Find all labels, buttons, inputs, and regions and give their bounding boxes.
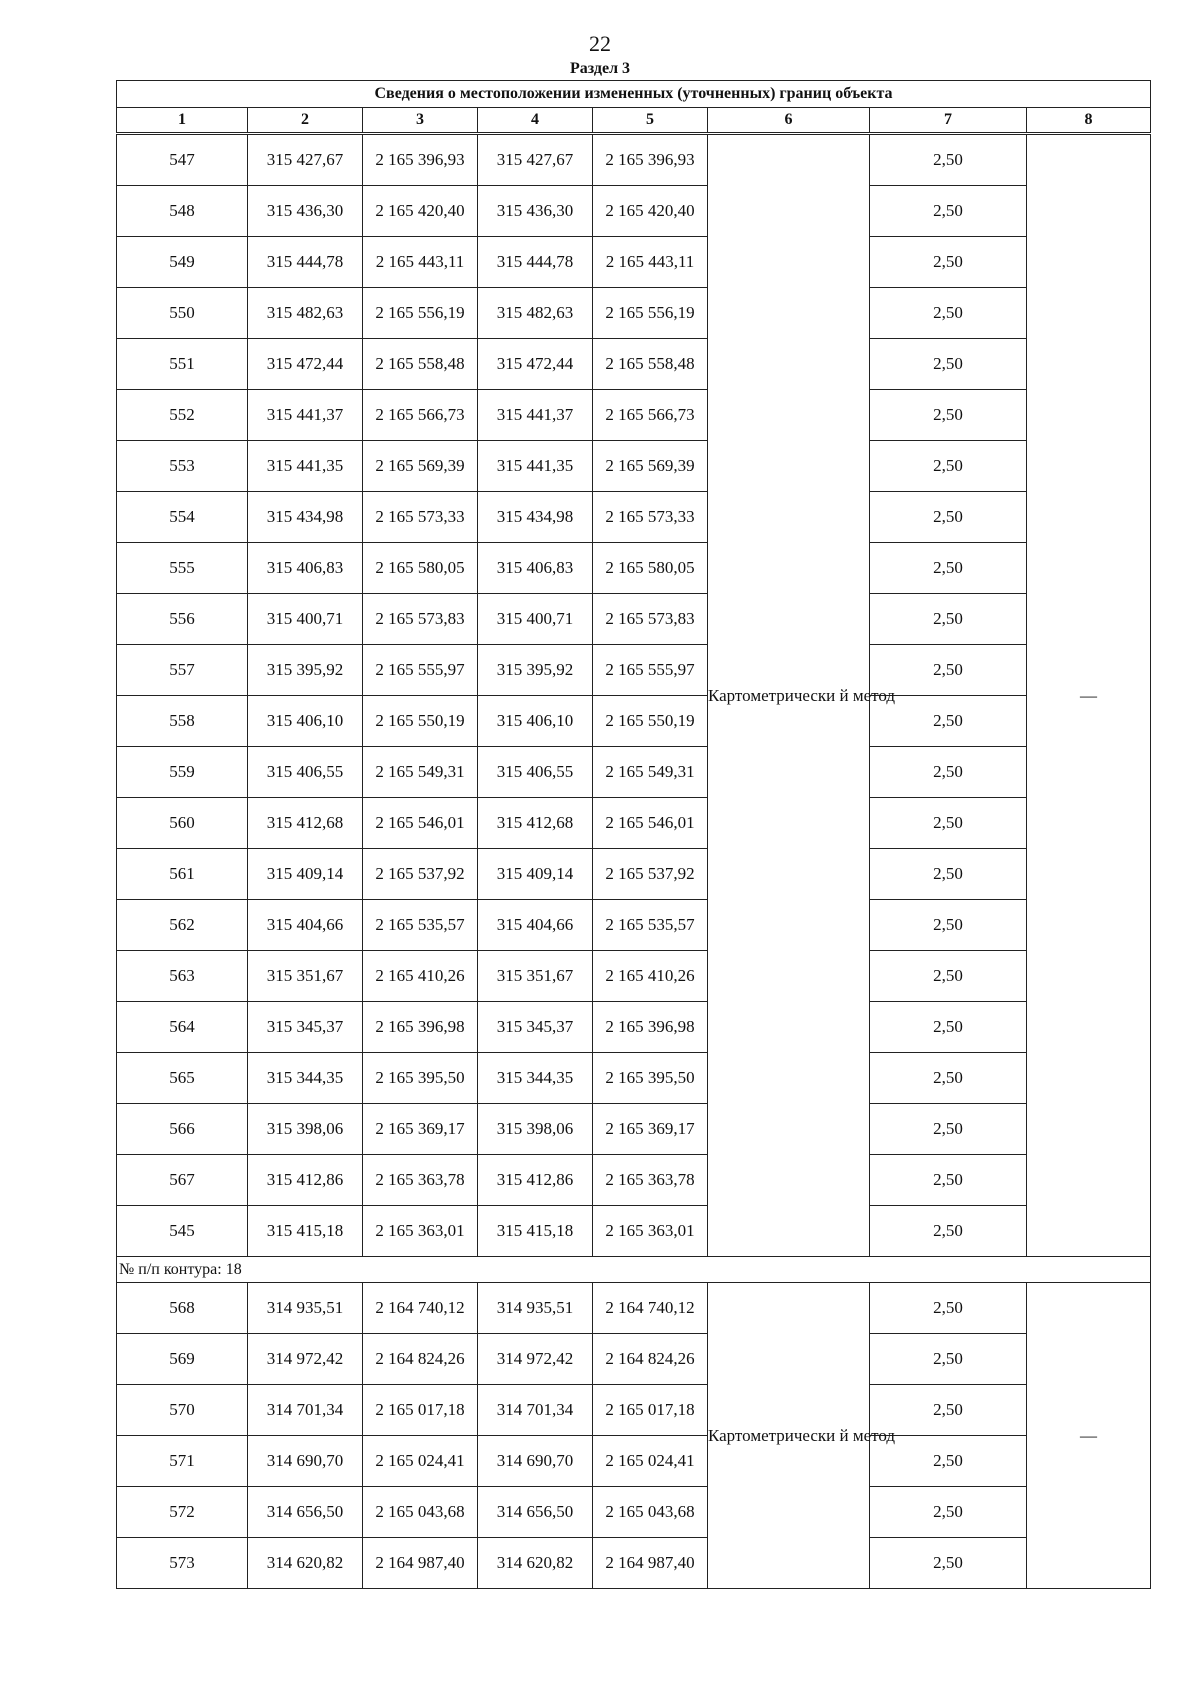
table-row xyxy=(117,1385,1151,1436)
table-row xyxy=(117,134,1151,186)
accuracy-value: 2,50 xyxy=(870,492,1027,543)
table-row xyxy=(117,1334,1151,1385)
accuracy-value: 2,50 xyxy=(870,543,1027,594)
accuracy-value: 2,50 xyxy=(870,237,1027,288)
y-coordinate-refined: 2 165 396,98 xyxy=(593,1002,708,1053)
table-row xyxy=(117,441,1151,492)
y-coordinate-existing: 2 165 555,97 xyxy=(363,645,478,696)
x-coordinate-refined: 314 656,50 xyxy=(478,1487,593,1538)
y-coordinate-refined: 2 165 573,83 xyxy=(593,594,708,645)
y-coordinate-refined: 2 165 549,31 xyxy=(593,747,708,798)
y-coordinate-existing: 2 165 024,41 xyxy=(363,1436,478,1487)
table-row xyxy=(117,1104,1151,1155)
accuracy-value: 2,50 xyxy=(870,1206,1027,1257)
x-coordinate-existing: 315 412,68 xyxy=(248,798,363,849)
page-number: 22 xyxy=(589,31,611,56)
point-number: 561 xyxy=(117,849,248,900)
point-number: 573 xyxy=(117,1538,248,1589)
x-coordinate-refined: 315 472,44 xyxy=(478,339,593,390)
table-row xyxy=(117,339,1151,390)
method-cell: Картометрически й метод xyxy=(708,1283,870,1589)
y-coordinate-refined: 2 165 369,17 xyxy=(593,1104,708,1155)
y-coordinate-existing: 2 165 573,33 xyxy=(363,492,478,543)
x-coordinate-refined: 315 406,10 xyxy=(478,696,593,747)
y-coordinate-refined: 2 165 363,78 xyxy=(593,1155,708,1206)
y-coordinate-existing: 2 165 558,48 xyxy=(363,339,478,390)
y-coordinate-refined: 2 165 556,19 xyxy=(593,288,708,339)
point-number: 566 xyxy=(117,1104,248,1155)
y-coordinate-existing: 2 164 824,26 xyxy=(363,1334,478,1385)
table-row xyxy=(117,696,1151,747)
point-number: 550 xyxy=(117,288,248,339)
table-row xyxy=(117,645,1151,696)
method-cell: Картометрически й метод xyxy=(708,134,870,1257)
y-coordinate-existing: 2 165 363,01 xyxy=(363,1206,478,1257)
accuracy-value: 2,50 xyxy=(870,696,1027,747)
x-coordinate-refined: 315 406,83 xyxy=(478,543,593,594)
accuracy-value: 2,50 xyxy=(870,951,1027,1002)
y-coordinate-refined: 2 165 396,93 xyxy=(593,134,708,186)
y-coordinate-existing: 2 165 396,93 xyxy=(363,134,478,186)
y-coordinate-existing: 2 165 569,39 xyxy=(363,441,478,492)
point-number: 563 xyxy=(117,951,248,1002)
column-number: 6 xyxy=(708,108,870,134)
point-number: 553 xyxy=(117,441,248,492)
x-coordinate-existing: 315 398,06 xyxy=(248,1104,363,1155)
table-title: Сведения о местоположении измененных (уточненных) границ объекта xyxy=(117,81,1151,108)
y-coordinate-existing: 2 165 556,19 xyxy=(363,288,478,339)
table-row xyxy=(117,849,1151,900)
point-number: 556 xyxy=(117,594,248,645)
accuracy-value: 2,50 xyxy=(870,1538,1027,1589)
table-row xyxy=(117,492,1151,543)
accuracy-value: 2,50 xyxy=(870,1283,1027,1334)
y-coordinate-refined: 2 164 740,12 xyxy=(593,1283,708,1334)
y-coordinate-refined: 2 165 580,05 xyxy=(593,543,708,594)
x-coordinate-refined: 315 412,86 xyxy=(478,1155,593,1206)
x-coordinate-existing: 315 406,10 xyxy=(248,696,363,747)
column-number: 2 xyxy=(248,108,363,134)
x-coordinate-existing: 315 409,14 xyxy=(248,849,363,900)
table-row xyxy=(117,288,1151,339)
y-coordinate-refined: 2 165 410,26 xyxy=(593,951,708,1002)
x-coordinate-existing: 315 400,71 xyxy=(248,594,363,645)
y-coordinate-refined: 2 165 550,19 xyxy=(593,696,708,747)
x-coordinate-refined: 315 404,66 xyxy=(478,900,593,951)
column-number: 3 xyxy=(363,108,478,134)
y-coordinate-existing: 2 164 740,12 xyxy=(363,1283,478,1334)
accuracy-value: 2,50 xyxy=(870,1155,1027,1206)
table-row xyxy=(117,798,1151,849)
y-coordinate-refined: 2 165 395,50 xyxy=(593,1053,708,1104)
accuracy-value: 2,50 xyxy=(870,900,1027,951)
y-coordinate-existing: 2 165 550,19 xyxy=(363,696,478,747)
point-number: 559 xyxy=(117,747,248,798)
accuracy-value: 2,50 xyxy=(870,1002,1027,1053)
table-row xyxy=(117,543,1151,594)
y-coordinate-refined: 2 164 824,26 xyxy=(593,1334,708,1385)
table-row xyxy=(117,1436,1151,1487)
x-coordinate-existing: 315 351,67 xyxy=(248,951,363,1002)
boundary-coordinates-table xyxy=(116,80,1151,1589)
accuracy-value: 2,50 xyxy=(870,1385,1027,1436)
table-row xyxy=(117,1487,1151,1538)
point-number: 557 xyxy=(117,645,248,696)
x-coordinate-existing: 315 441,37 xyxy=(248,390,363,441)
y-coordinate-refined: 2 165 420,40 xyxy=(593,186,708,237)
x-coordinate-existing: 314 656,50 xyxy=(248,1487,363,1538)
x-coordinate-refined: 315 436,30 xyxy=(478,186,593,237)
x-coordinate-refined: 315 345,37 xyxy=(478,1002,593,1053)
x-coordinate-refined: 315 398,06 xyxy=(478,1104,593,1155)
table-row xyxy=(117,594,1151,645)
point-number: 551 xyxy=(117,339,248,390)
point-number: 572 xyxy=(117,1487,248,1538)
point-number: 568 xyxy=(117,1283,248,1334)
column-number: 1 xyxy=(117,108,248,134)
y-coordinate-existing: 2 165 410,26 xyxy=(363,951,478,1002)
y-coordinate-refined: 2 165 555,97 xyxy=(593,645,708,696)
y-coordinate-existing: 2 165 566,73 xyxy=(363,390,478,441)
accuracy-value: 2,50 xyxy=(870,1334,1027,1385)
x-coordinate-refined: 315 482,63 xyxy=(478,288,593,339)
x-coordinate-existing: 314 972,42 xyxy=(248,1334,363,1385)
y-coordinate-refined: 2 164 987,40 xyxy=(593,1538,708,1589)
x-coordinate-existing: 315 395,92 xyxy=(248,645,363,696)
point-number: 570 xyxy=(117,1385,248,1436)
x-coordinate-refined: 315 427,67 xyxy=(478,134,593,186)
x-coordinate-refined: 315 344,35 xyxy=(478,1053,593,1104)
table-row xyxy=(117,900,1151,951)
x-coordinate-refined: 314 701,34 xyxy=(478,1385,593,1436)
table-title-row xyxy=(117,81,1151,108)
y-coordinate-existing: 2 165 546,01 xyxy=(363,798,478,849)
point-number: 567 xyxy=(117,1155,248,1206)
x-coordinate-refined: 314 972,42 xyxy=(478,1334,593,1385)
y-coordinate-refined: 2 165 558,48 xyxy=(593,339,708,390)
y-coordinate-existing: 2 165 573,83 xyxy=(363,594,478,645)
column-number: 5 xyxy=(593,108,708,134)
point-number: 558 xyxy=(117,696,248,747)
y-coordinate-refined: 2 165 546,01 xyxy=(593,798,708,849)
accuracy-value: 2,50 xyxy=(870,390,1027,441)
y-coordinate-existing: 2 165 443,11 xyxy=(363,237,478,288)
x-coordinate-refined: 315 412,68 xyxy=(478,798,593,849)
y-coordinate-existing: 2 164 987,40 xyxy=(363,1538,478,1589)
accuracy-value: 2,50 xyxy=(870,1053,1027,1104)
y-coordinate-refined: 2 165 043,68 xyxy=(593,1487,708,1538)
section-label: Раздел 3 xyxy=(569,60,631,77)
table-row xyxy=(117,1155,1151,1206)
x-coordinate-existing: 315 444,78 xyxy=(248,237,363,288)
point-number: 569 xyxy=(117,1334,248,1385)
table-row xyxy=(117,747,1151,798)
note-cell: — xyxy=(1027,134,1151,1257)
x-coordinate-refined: 315 351,67 xyxy=(478,951,593,1002)
x-coordinate-existing: 315 482,63 xyxy=(248,288,363,339)
table-row xyxy=(117,237,1151,288)
y-coordinate-refined: 2 165 363,01 xyxy=(593,1206,708,1257)
x-coordinate-refined: 314 690,70 xyxy=(478,1436,593,1487)
y-coordinate-existing: 2 165 396,98 xyxy=(363,1002,478,1053)
note-cell: — xyxy=(1027,1283,1151,1589)
table-row xyxy=(117,1538,1151,1589)
x-coordinate-existing: 315 412,86 xyxy=(248,1155,363,1206)
x-coordinate-existing: 314 701,34 xyxy=(248,1385,363,1436)
y-coordinate-existing: 2 165 537,92 xyxy=(363,849,478,900)
x-coordinate-refined: 315 395,92 xyxy=(478,645,593,696)
x-coordinate-refined: 315 441,35 xyxy=(478,441,593,492)
x-coordinate-existing: 314 935,51 xyxy=(248,1283,363,1334)
accuracy-value: 2,50 xyxy=(870,134,1027,186)
accuracy-value: 2,50 xyxy=(870,288,1027,339)
y-coordinate-refined: 2 165 569,39 xyxy=(593,441,708,492)
point-number: 547 xyxy=(117,134,248,186)
column-number: 4 xyxy=(478,108,593,134)
x-coordinate-existing: 314 690,70 xyxy=(248,1436,363,1487)
table-row xyxy=(117,186,1151,237)
accuracy-value: 2,50 xyxy=(870,441,1027,492)
table-row xyxy=(117,951,1151,1002)
x-coordinate-existing: 315 406,55 xyxy=(248,747,363,798)
x-coordinate-refined: 315 444,78 xyxy=(478,237,593,288)
y-coordinate-existing: 2 165 549,31 xyxy=(363,747,478,798)
point-number: 555 xyxy=(117,543,248,594)
point-number: 562 xyxy=(117,900,248,951)
y-coordinate-existing: 2 165 580,05 xyxy=(363,543,478,594)
x-coordinate-existing: 315 344,35 xyxy=(248,1053,363,1104)
accuracy-value: 2,50 xyxy=(870,1487,1027,1538)
x-coordinate-existing: 315 436,30 xyxy=(248,186,363,237)
y-coordinate-refined: 2 165 535,57 xyxy=(593,900,708,951)
point-number: 571 xyxy=(117,1436,248,1487)
y-coordinate-existing: 2 165 017,18 xyxy=(363,1385,478,1436)
y-coordinate-refined: 2 165 566,73 xyxy=(593,390,708,441)
x-coordinate-refined: 315 434,98 xyxy=(478,492,593,543)
y-coordinate-refined: 2 165 443,11 xyxy=(593,237,708,288)
accuracy-value: 2,50 xyxy=(870,186,1027,237)
y-coordinate-existing: 2 165 395,50 xyxy=(363,1053,478,1104)
x-coordinate-existing: 314 620,82 xyxy=(248,1538,363,1589)
accuracy-value: 2,50 xyxy=(870,798,1027,849)
accuracy-value: 2,50 xyxy=(870,1436,1027,1487)
point-number: 552 xyxy=(117,390,248,441)
y-coordinate-existing: 2 165 363,78 xyxy=(363,1155,478,1206)
table-row xyxy=(117,1283,1151,1334)
contour-label: № п/п контура: 18 xyxy=(117,1257,1151,1283)
x-coordinate-existing: 315 404,66 xyxy=(248,900,363,951)
y-coordinate-refined: 2 165 573,33 xyxy=(593,492,708,543)
x-coordinate-existing: 315 427,67 xyxy=(248,134,363,186)
x-coordinate-refined: 315 441,37 xyxy=(478,390,593,441)
column-number: 7 xyxy=(870,108,1027,134)
x-coordinate-existing: 315 345,37 xyxy=(248,1002,363,1053)
x-coordinate-existing: 315 472,44 xyxy=(248,339,363,390)
accuracy-value: 2,50 xyxy=(870,645,1027,696)
x-coordinate-refined: 315 409,14 xyxy=(478,849,593,900)
table-row xyxy=(117,1206,1151,1257)
accuracy-value: 2,50 xyxy=(870,849,1027,900)
x-coordinate-refined: 314 935,51 xyxy=(478,1283,593,1334)
accuracy-value: 2,50 xyxy=(870,339,1027,390)
x-coordinate-refined: 315 400,71 xyxy=(478,594,593,645)
y-coordinate-existing: 2 165 420,40 xyxy=(363,186,478,237)
y-coordinate-refined: 2 165 024,41 xyxy=(593,1436,708,1487)
point-number: 554 xyxy=(117,492,248,543)
point-number: 565 xyxy=(117,1053,248,1104)
x-coordinate-refined: 315 406,55 xyxy=(478,747,593,798)
contour-header-row xyxy=(117,1257,1151,1283)
point-number: 548 xyxy=(117,186,248,237)
x-coordinate-existing: 315 434,98 xyxy=(248,492,363,543)
y-coordinate-refined: 2 165 537,92 xyxy=(593,849,708,900)
x-coordinate-refined: 315 415,18 xyxy=(478,1206,593,1257)
table-row xyxy=(117,390,1151,441)
column-number-row xyxy=(117,108,1151,134)
y-coordinate-existing: 2 165 535,57 xyxy=(363,900,478,951)
table-row xyxy=(117,1053,1151,1104)
x-coordinate-existing: 315 406,83 xyxy=(248,543,363,594)
table-row xyxy=(117,1002,1151,1053)
x-coordinate-existing: 315 441,35 xyxy=(248,441,363,492)
x-coordinate-refined: 314 620,82 xyxy=(478,1538,593,1589)
point-number: 564 xyxy=(117,1002,248,1053)
y-coordinate-existing: 2 165 043,68 xyxy=(363,1487,478,1538)
accuracy-value: 2,50 xyxy=(870,747,1027,798)
y-coordinate-refined: 2 165 017,18 xyxy=(593,1385,708,1436)
point-number: 549 xyxy=(117,237,248,288)
point-number: 545 xyxy=(117,1206,248,1257)
accuracy-value: 2,50 xyxy=(870,594,1027,645)
accuracy-value: 2,50 xyxy=(870,1104,1027,1155)
y-coordinate-existing: 2 165 369,17 xyxy=(363,1104,478,1155)
point-number: 560 xyxy=(117,798,248,849)
column-number: 8 xyxy=(1027,108,1151,134)
x-coordinate-existing: 315 415,18 xyxy=(248,1206,363,1257)
